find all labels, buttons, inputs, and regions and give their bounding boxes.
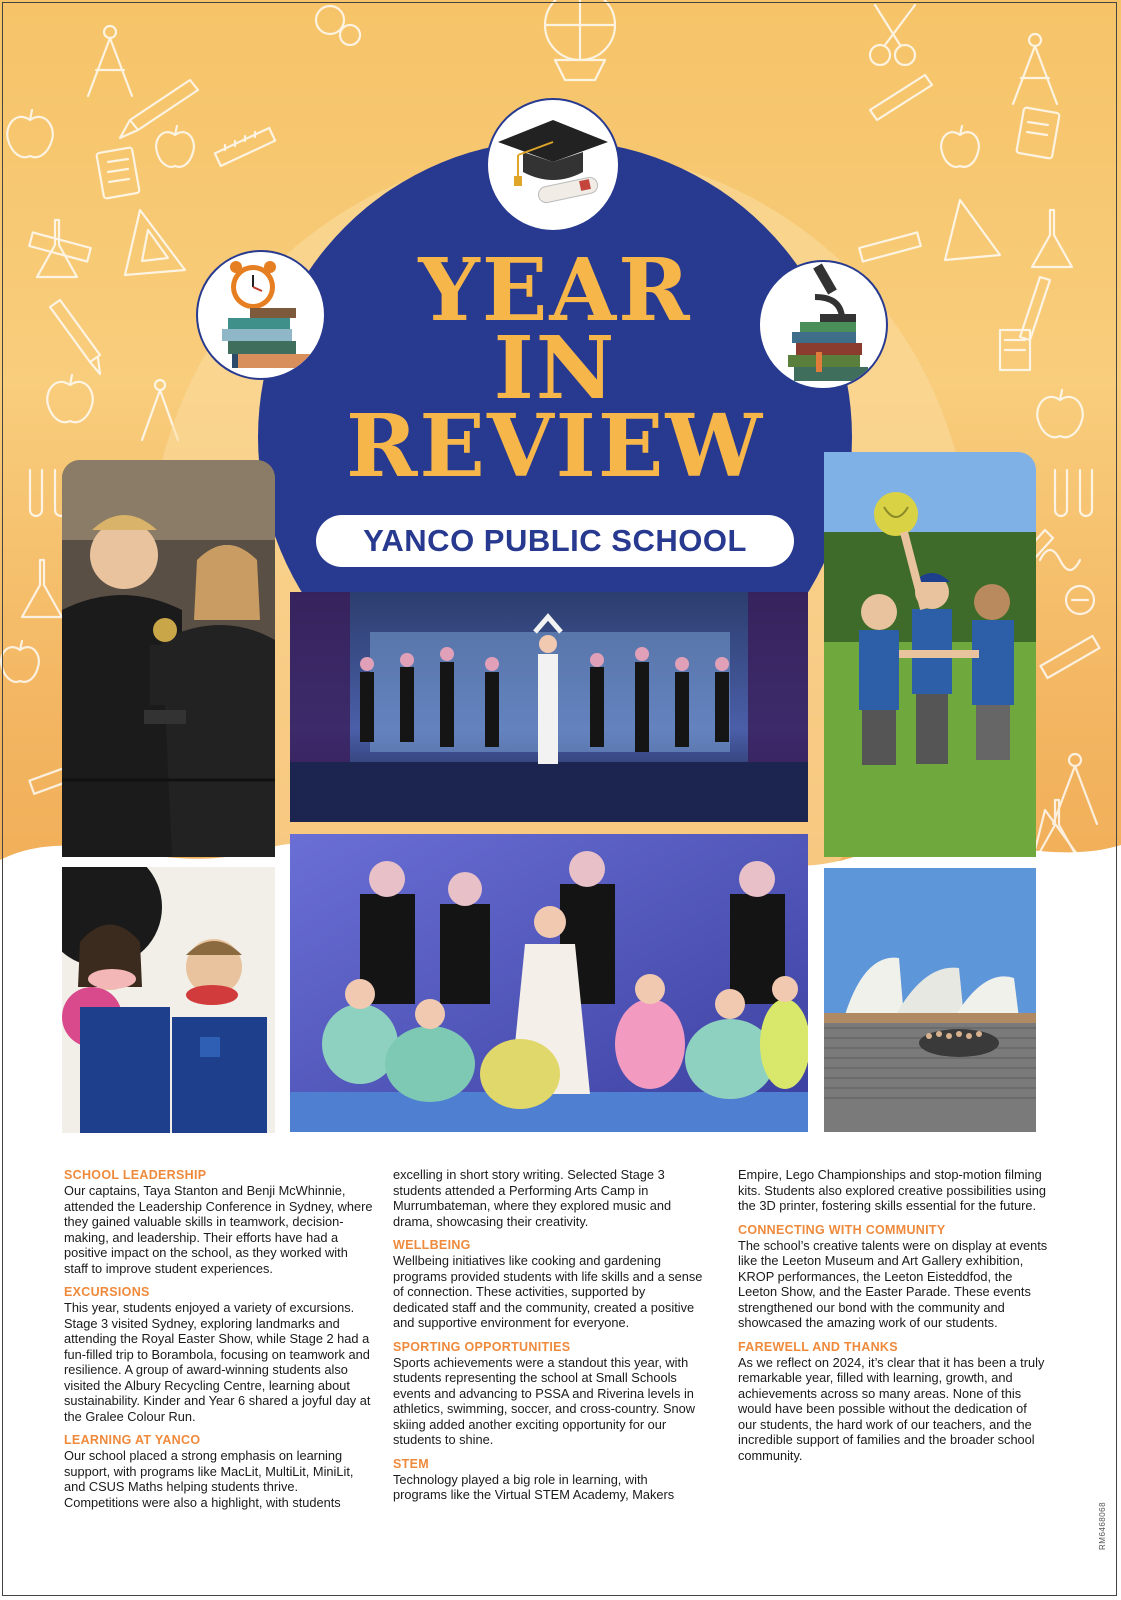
captains-trophy-photo (62, 460, 275, 857)
heading-school-leadership: SCHOOL LEADERSHIP (64, 1168, 207, 1182)
stage-dance-performance-photo (290, 592, 808, 822)
boys-ball-game-photo (824, 452, 1036, 857)
text-column-3 (738, 1167, 1048, 1472)
heading-farewell-and-thanks: FAREWELL AND THANKS (738, 1339, 898, 1354)
heading-wellbeing: WELLBEING (393, 1238, 471, 1252)
page-title (258, 240, 852, 497)
text-stem-continued: Empire, Lego Championships and stop-motion filming kits. Students also explored creative possibilities using the 3D printer, fostering skills essential for the future. (738, 1167, 1046, 1213)
heading-connecting-with-community: CONNECTING WITH COMMUNITY (738, 1222, 946, 1237)
title-line-2: IN (493, 318, 617, 419)
text-wellbeing: Wellbeing initiatives like cooking and gardening programs provided students with life skills and a sense of connection. These activities, supported by dedicated staff and the community, created a positive and supportive environment for everyone. (393, 1253, 703, 1330)
text-excursions: This year, students enjoyed a variety of excursions. Stage 3 visited Sydney, exploring landmarks and attending the Royal Easter Show, while Stage 2 had a fun-filled trip to Borambola, focusing on teamwork and resilience. A group of award-winning students also visited the Albury Recycling Centre, learning about sustainability. Kinder and Year 6 shared a joyful day at the Gralee Colour Run. (64, 1300, 371, 1424)
text-stem: Technology played a big role in learning, with programs like the Virtual STEM Academy, Makers (393, 1471, 675, 1502)
article-text (64, 1168, 1054, 1548)
heading-sporting-opportunities: SPORTING OPPORTUNITIES (393, 1339, 571, 1354)
ad-reference-code: RM6468068 (1098, 1501, 1107, 1550)
heading-stem: STEM (393, 1456, 429, 1471)
graduation-cap-icon (486, 98, 620, 232)
costumed-performers-photo (290, 834, 808, 1132)
text-column-1 (64, 1168, 374, 1519)
students-photo-props-photo (62, 867, 275, 1133)
text-school-leadership: Our captains, Taya Stanton and Benji McWhinnie, attended the Leadership Conference in Sydney, where they gained valuable skills in teamwork, decision-making, and leadership. Their efforts have had a positive impact on the school, as they worked with staff to improve student experiences. (64, 1183, 373, 1276)
alarm-clock-books-icon (196, 250, 326, 380)
text-connecting-with-community: The school’s creative talents were on display at events like the Leeton Museum and Art Gallery exhibition, KROP performances, the Leeton Eisteddfod, the Leeton Show, and the Easter Parade. These events strengthened our bond with the community and showcased the amazing work of our students. (738, 1237, 1048, 1330)
text-column-2 (393, 1167, 703, 1512)
title-line-3: REVIEW (345, 396, 765, 497)
heading-excursions: EXCURSIONS (64, 1285, 150, 1299)
microscope-books-icon (758, 260, 888, 390)
text-farewell-and-thanks: As we reflect on 2024, it’s clear that it has been a truly remarkable year, filled with learning, growth, and achievements across so many areas. None of this would have been possible without the dedication of our students, the hard work of our teachers, and the incredible support of families and the broader school community. (738, 1354, 1045, 1463)
text-sporting-opportunities: Sports achievements were a standout this year, with students representing the school at Small Schools events and advancing to PSSA and Riverina levels in athletics, swimming, soccer, and cross-country. Snow skiing added another exciting opportunity for our students to shine. (393, 1354, 696, 1447)
text-learning-at-yanco: Our school placed a strong emphasis on learning support, with programs like MacLit, MultiLit, MiniLit, and CSUS Maths helping students thrive. Competitions were also a highlight, with students (64, 1448, 354, 1510)
opera-house-excursion-photo (824, 868, 1036, 1132)
text-learning-continued: excelling in short story writing. Selected Stage 3 students attended a Performing Arts Camp in Murrumbateman, where they explored music and drama, showcasing their creativity. (393, 1167, 672, 1229)
title-line-1: YEAR (418, 240, 692, 341)
school-name-badge: YANCO PUBLIC SCHOOL (316, 515, 794, 567)
heading-learning-at-yanco: LEARNING AT YANCO (64, 1433, 201, 1447)
